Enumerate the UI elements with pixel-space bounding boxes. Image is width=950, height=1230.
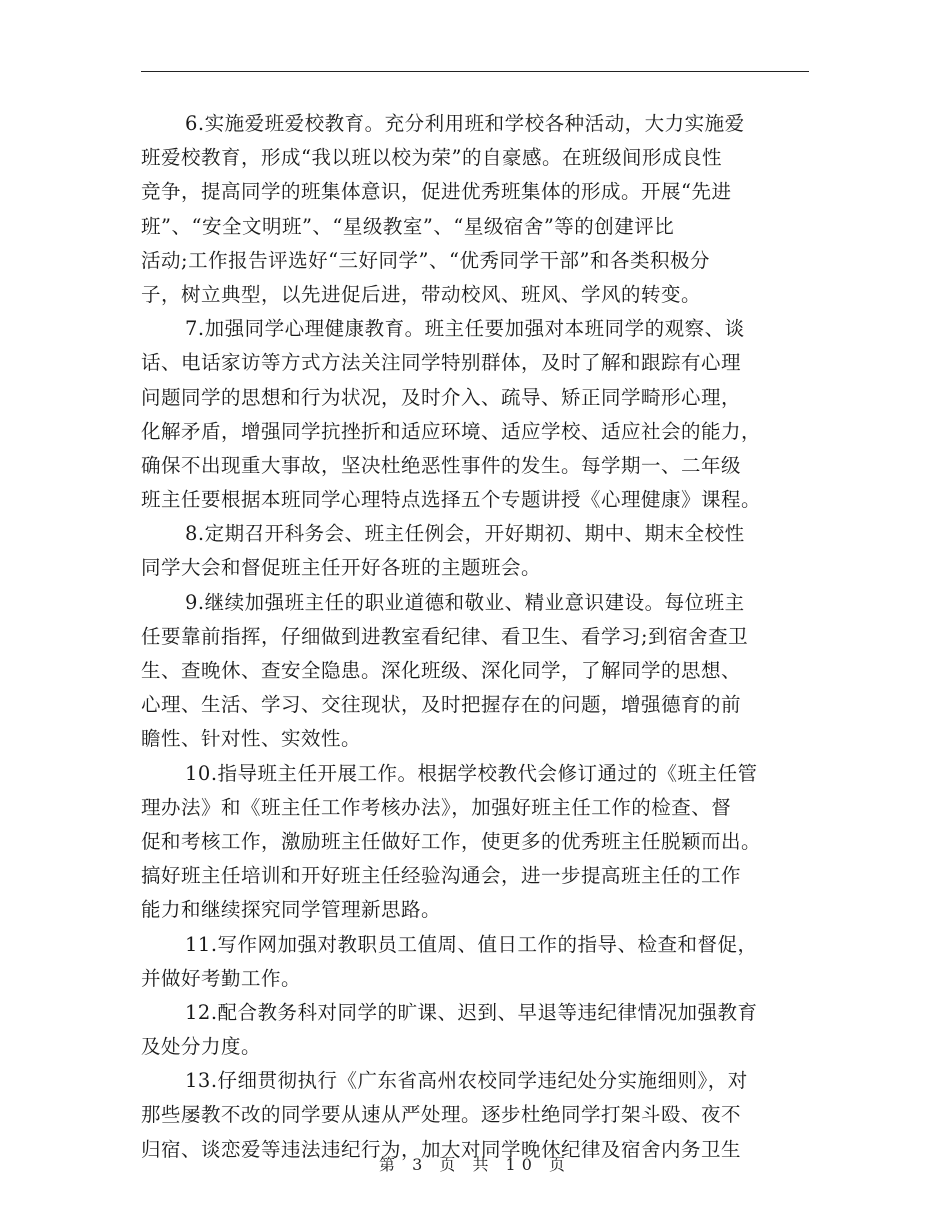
- text-line: 确保不出现重大事故，坚决杜绝恶性事件的发生。每学期一、二年级: [141, 453, 742, 477]
- paragraph-13-start: 13.仔细贯彻执行《广东省高州农校同学违纪处分实施细则》，对: [185, 1069, 748, 1093]
- text-line: 生、查晚休、查安全隐患。深化班级、深化同学，了解同学的思想、: [141, 659, 742, 682]
- header-rule: [141, 71, 809, 72]
- text-line: 任要靠前指挥，仔细做到进教室看纪律、看卫生、看学习;到宿舍查卫: [141, 624, 749, 648]
- text-line: 活动;工作报告评选好“三好同学”、“优秀同学干部”和各类积极分: [141, 248, 710, 272]
- text-line: 促和考核工作，激励班主任做好工作，使更多的优秀班主任脱颖而出。: [141, 829, 762, 853]
- text-line: 班爱校教育，形成“我以班以校为荣”的自豪感。在班级间形成良性: [141, 146, 722, 170]
- paragraph-7-start: 7.加强同学心理健康教育。班主任要加强对本班同学的观察、谈: [185, 317, 745, 341]
- text-line: 那些屡教不改的同学要从速从严处理。逐步杜绝同学打架斗殴、夜不: [141, 1103, 742, 1127]
- text-line: 班主任要根据本班同学心理特点选择五个专题讲授《心理健康》课程。: [141, 488, 762, 512]
- paragraph-9-start: 9.继续加强班主任的职业道德和敬业、精业意识建设。每位班主: [185, 590, 745, 614]
- paragraph-6-start: 6.实施爱班爱校教育。充分利用班和学校各种活动，大力实施爱: [185, 112, 745, 135]
- paragraph-8-start: 8.定期召开科务会、班主任例会，开好期初、期中、期末全校性: [185, 522, 745, 546]
- paragraph-10-start: 10.指导班主任开展工作。根据学校教代会修订通过的《班主任管: [185, 761, 758, 785]
- text-line: 并做好考勤工作。: [141, 966, 302, 990]
- text-line: 同学大会和督促班主任开好各班的主题班会。: [141, 556, 542, 580]
- document-body: [141, 107, 809, 1167]
- page-number-footer: 第 3 页 共 10 页: [379, 1155, 571, 1174]
- text-line: 能力和继续探究同学管理新思路。: [141, 898, 442, 922]
- text-line: 化解矛盾，增强同学抗挫折和适应环境、适应学校、适应社会的能力，: [141, 419, 762, 443]
- text-line: 理办法》和《班主任工作考核办法》，加强好班主任工作的检查、督: [141, 795, 732, 819]
- text-line: 竞争，提高同学的班集体意识，促进优秀班集体的形成。开展“先进: [141, 180, 732, 204]
- paragraph-12-start: 12.配合教务科对同学的旷课、迟到、早退等违纪律情况加强教育: [185, 1000, 758, 1024]
- text-line: 瞻性、针对性、实效性。: [141, 727, 362, 751]
- text-line: 归宿、谈恋爱等违法违纪行为，加大对同学晚休纪律及宿舍内务卫生: [141, 1137, 742, 1161]
- text-line: 及处分力度。: [141, 1035, 262, 1059]
- text-line: 问题同学的思想和行为状况，及时介入、疏导、矫正同学畸形心理，: [141, 385, 742, 409]
- paragraph-11-start: 11.写作网加强对教职员工值周、值日工作的指导、检查和督促，: [185, 932, 758, 956]
- text-line: 搞好班主任培训和开好班主任经验沟通会，进一步提高班主任的工作: [141, 864, 742, 888]
- text-line: 子，树立典型，以先进促后进，带动校风、班风、学风的转变。: [141, 282, 702, 306]
- text-line: 心理、生活、学习、交往现状，及时把握存在的问题，增强德育的前: [141, 693, 742, 717]
- text-line: 班”、“安全文明班”、“星级教室”、“星级宿舍”等的创建评比: [141, 214, 675, 238]
- text-line: 话、电话家访等方式方法关注同学特别群体，及时了解和跟踪有心理: [141, 351, 742, 375]
